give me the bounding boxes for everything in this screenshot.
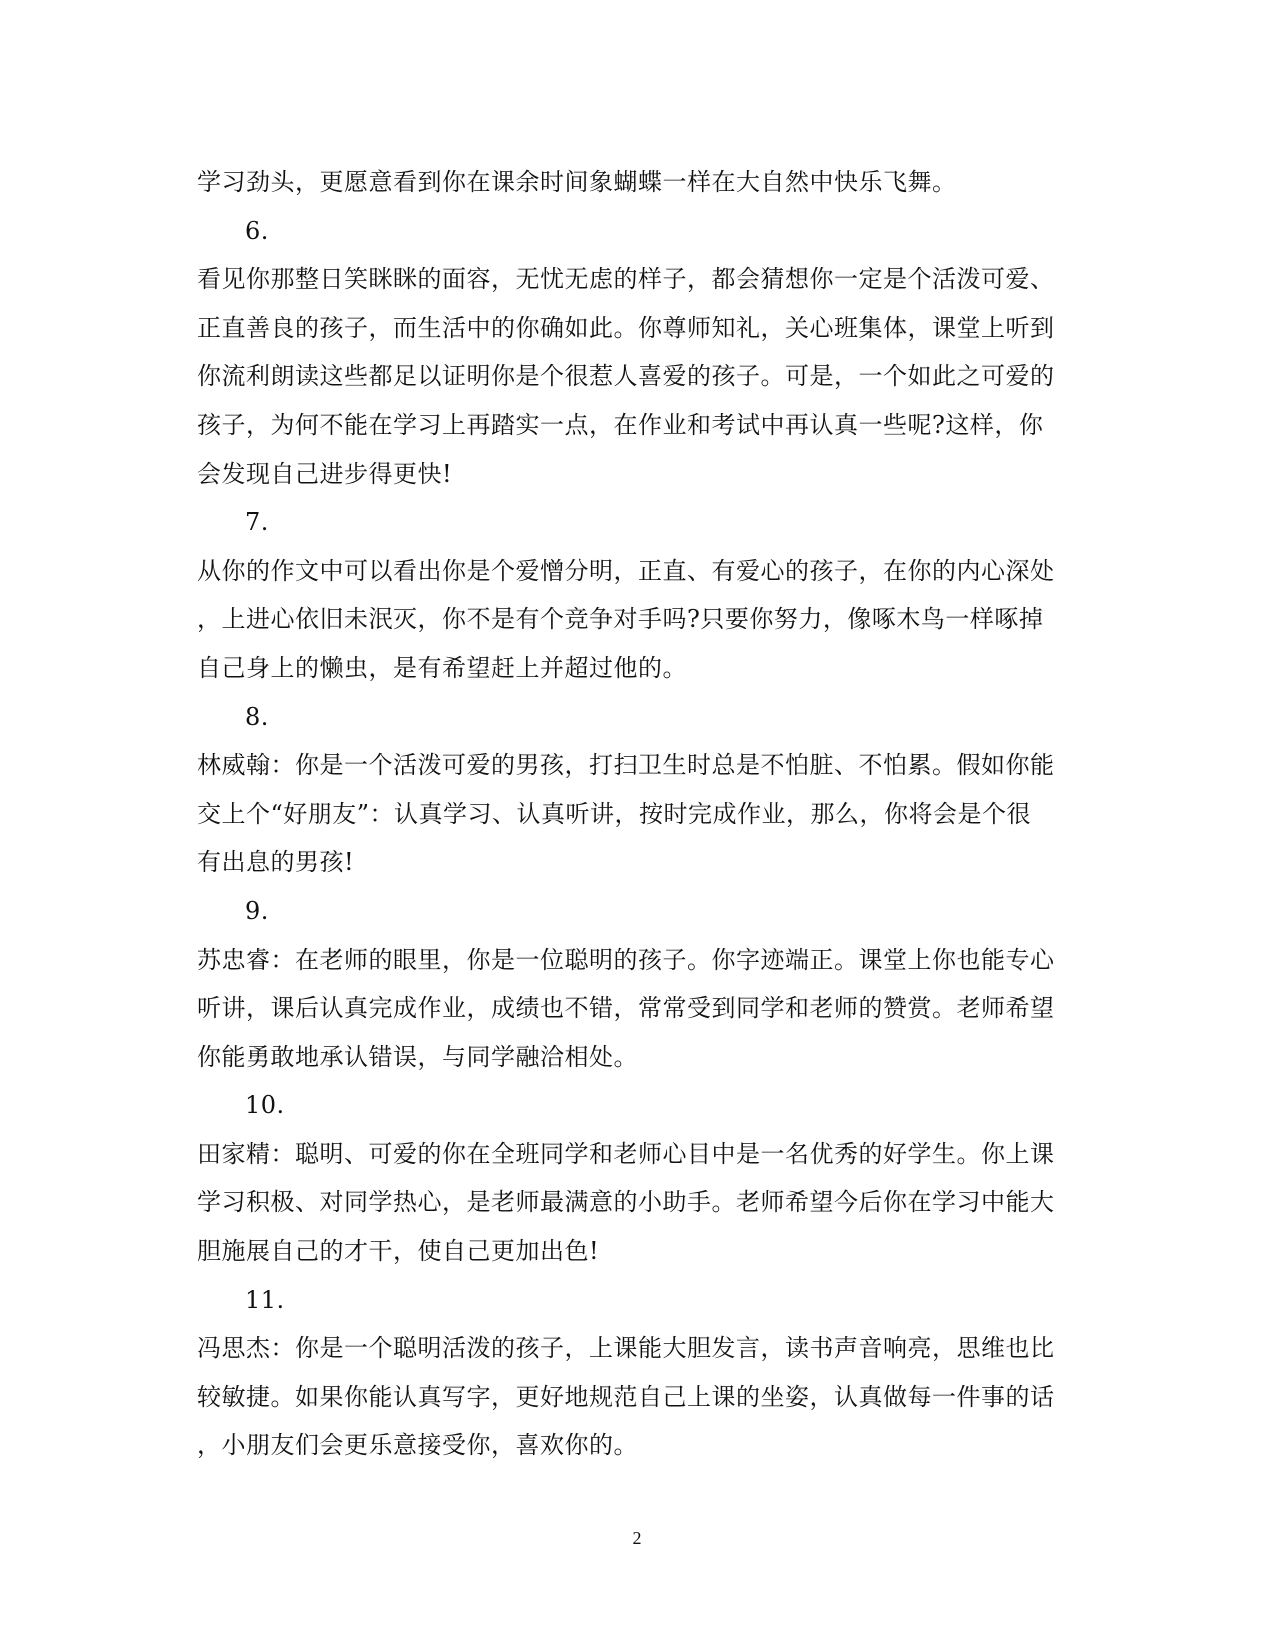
page-number: 2 [632,1528,642,1548]
text-line: 有出息的男孩! [197,848,355,877]
text-line: 田家精：聪明、可爱的你在全班同学和老师心目中是一名优秀的好学生。你上课 [197,1139,1055,1168]
text-line: 胆施展自己的才干，使自己更加出色! [197,1237,600,1266]
text-line: 孩子，为何不能在学习上再踏实一点，在作业和考试中再认真一些呢?这样，你 [197,410,1044,439]
item-number: 7. [245,508,269,537]
text-line: 学习劲头，更愿意看到你在课余时间象蝴蝶一样在大自然中快乐飞舞。 [197,168,957,196]
text-line: 学习积极、对同学热心，是老师最满意的小助手。老师希望今后你在学习中能大 [197,1188,1055,1217]
text-line: 自己身上的懒虫，是有希望赶上并超过他的。 [197,653,687,682]
text-line: 林威翰：你是一个活泼可爱的男孩，打扫卫生时总是不怕脏、不怕累。假如你能 [197,751,1055,780]
text-line: 从你的作文中可以看出你是个爱憎分明，正直、有爱心的孩子，在你的内心深处 [197,556,1055,585]
text-line: 正直善良的孩子，而生活中的你确如此。你尊师知礼，关心班集体，课堂上听到 [197,313,1055,342]
text-line: 听讲，课后认真完成作业，成绩也不错，常常受到同学和老师的赞赏。老师希望 [197,994,1055,1023]
text-line: 交上个“好朋友”：认真学习、认真听讲，按时完成作业，那么，你将会是个很 [197,799,1032,828]
text-line: ，小朋友们会更乐意接受你，喜欢你的。 [197,1431,638,1460]
text-line: 你能勇敢地承认错误，与同学融洽相处。 [197,1042,638,1071]
text-line: 看见你那整日笑眯眯的面容，无忧无虑的样子，都会猜想你一定是个活泼可爱、 [197,265,1055,294]
item-number: 10. [245,1091,285,1120]
text-line: 冯思杰：你是一个聪明活泼的孩子，上课能大胆发言，读书声音响亮，思维也比 [197,1334,1055,1363]
text-line: 较敏捷。如果你能认真写字，更好地规范自己上课的坐姿，认真做每一件事的话 [197,1382,1055,1411]
item-number: 8. [245,702,269,731]
text-line: 你流利朗读这些都足以证明你是个很惹人喜爱的孩子。可是，一个如此之可爱的 [197,362,1055,391]
document-body [197,158,1077,1470]
text-line: ，上进心依旧未泯灭，你不是有个竞争对手吗?只要你努力，像啄木鸟一样啄掉 [197,605,1044,634]
text-line: 苏忠睿：在老师的眼里，你是一位聪明的孩子。你字迹端正。课堂上你也能专心 [197,945,1055,974]
text-line: 会发现自己进步得更快! [197,459,453,488]
item-number: 6. [245,216,269,245]
item-number: 11. [245,1285,285,1314]
item-number: 9. [245,896,269,925]
